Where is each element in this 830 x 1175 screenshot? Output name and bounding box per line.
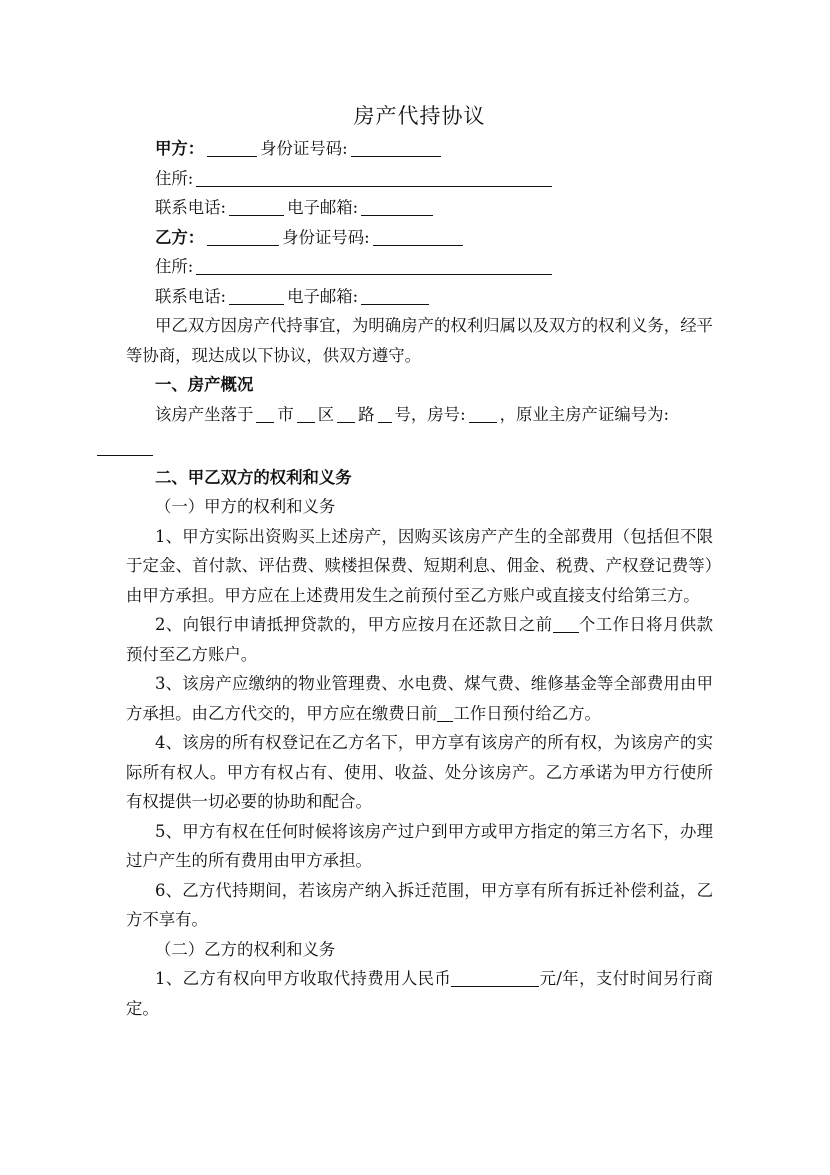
party-b-address-line bbox=[126, 252, 713, 282]
party-b-id-field[interactable] bbox=[373, 228, 463, 245]
clause-a2 bbox=[126, 610, 713, 669]
section-1-heading: 一、房产概况 bbox=[155, 375, 254, 394]
party-a-phone-label: 联系电话: bbox=[155, 198, 227, 217]
district-field[interactable] bbox=[297, 405, 315, 422]
clause-a5: 5、甲方有权在任何时候将该房产过户到甲方或甲方指定的第三方名下，办理过户产生的所有费用由甲方承担。 bbox=[126, 821, 713, 871]
number-field[interactable] bbox=[378, 405, 392, 422]
payment-days-field[interactable] bbox=[437, 705, 453, 722]
party-b-name-field[interactable] bbox=[207, 228, 279, 245]
certificate-label: ，原业主房产证编号为: bbox=[499, 404, 670, 424]
clause-b1-text-end: 元/年，支付时间另行商定。 bbox=[126, 969, 713, 1018]
party-b-label: 乙方： bbox=[155, 227, 205, 247]
workdays-field[interactable] bbox=[553, 616, 579, 633]
section-2-heading: 二、甲乙双方的权利和义务 bbox=[155, 467, 352, 487]
property-location-paragraph bbox=[126, 400, 713, 463]
city-label: 市 bbox=[277, 404, 294, 424]
clause-a3-text-end: 工作日预付给乙方。 bbox=[453, 703, 601, 723]
party-b-address-label: 住所: bbox=[155, 257, 194, 276]
road-label: 路 bbox=[358, 404, 375, 424]
road-field[interactable] bbox=[337, 405, 355, 422]
party-a-phone-field[interactable] bbox=[229, 199, 284, 216]
party-a-email-label: 电子邮箱: bbox=[287, 198, 359, 217]
party-a-contact-line bbox=[126, 193, 713, 223]
party-a-id-label: 身份证号码: bbox=[260, 139, 348, 158]
clause-a2-text: 2、向银行申请抵押贷款的，甲方应按月在还款日之前 bbox=[155, 615, 553, 635]
party-b-phone-label: 联系电话: bbox=[155, 286, 227, 306]
party-a-address-label: 住所: bbox=[155, 168, 194, 188]
document-page bbox=[126, 98, 713, 1023]
party-a-email-field[interactable] bbox=[361, 199, 433, 216]
clause-b1-text: 1、乙方有权向甲方收取代持费用人民币 bbox=[155, 969, 452, 989]
clause-a3 bbox=[126, 669, 713, 728]
subsection-1-heading: （一）甲方的权利和义务 bbox=[155, 497, 336, 517]
party-a-address-field[interactable] bbox=[196, 169, 552, 186]
party-a-name-field[interactable] bbox=[207, 140, 257, 157]
party-b-phone-field[interactable] bbox=[229, 287, 284, 304]
party-b-contact-line bbox=[126, 282, 713, 312]
certificate-field[interactable] bbox=[97, 439, 153, 456]
clause-a6: 6、乙方代持期间，若该房产纳入拆迁范围，甲方享有所有拆迁补偿利益，乙方不享有。 bbox=[126, 880, 713, 930]
clause-a4: 4、该房的所有权登记在乙方名下，甲方享有该房产的所有权，为该房产的实际所有权人。甲方有权占有、使用、收益、处分该房产。乙方承诺为甲方行使所有权提供一切必要的协助和配合。 bbox=[126, 733, 713, 812]
party-b-id-label: 身份证号码: bbox=[282, 227, 370, 247]
party-a-label: 甲方： bbox=[155, 139, 205, 158]
clause-a3-text: 3、该房产应缴纳的物业管理费、水电费、煤气费、维修基金等全部费用由甲方承担。由乙方代交的，甲方应在缴费日前 bbox=[126, 674, 713, 723]
party-b-email-label: 电子邮箱: bbox=[287, 286, 359, 306]
fee-amount-field[interactable] bbox=[451, 970, 539, 987]
party-b-address-field[interactable] bbox=[196, 258, 552, 275]
subsection-2-heading: （二）乙方的权利和义务 bbox=[155, 939, 336, 959]
district-label: 区 bbox=[317, 404, 335, 424]
location-text: 该房产坐落于 bbox=[155, 404, 254, 424]
intro-paragraph: 甲乙双方因房产代持事宜，为明确房产的权利归属以及双方的权利义务，经平等协商，现达成以下协议，供双方遵守。 bbox=[126, 316, 713, 365]
room-label: 号，房号: bbox=[394, 404, 466, 424]
city-field[interactable] bbox=[256, 405, 274, 422]
party-a-id-field[interactable] bbox=[351, 140, 441, 157]
document-title: 房产代持协议 bbox=[353, 104, 486, 128]
clause-a2-text-end: 个工作日将月供款预付至乙方账户。 bbox=[126, 615, 714, 664]
party-b-email-field[interactable] bbox=[361, 287, 429, 304]
clause-b1 bbox=[126, 964, 713, 1023]
room-field[interactable] bbox=[469, 405, 497, 422]
party-a-line bbox=[126, 134, 713, 164]
party-b-line bbox=[126, 223, 713, 253]
party-a-address-line bbox=[126, 164, 713, 194]
clause-a1: 1、甲方实际出资购买上述房产，因购买该房产产生的全部费用（包括但不限于定金、首付款、评估费、赎楼担保费、短期利息、佣金、税费、产权登记费等）由甲方承担。甲方应在上述费用发生之前预付至乙方账户或直接支付给第三方。 bbox=[126, 526, 713, 605]
